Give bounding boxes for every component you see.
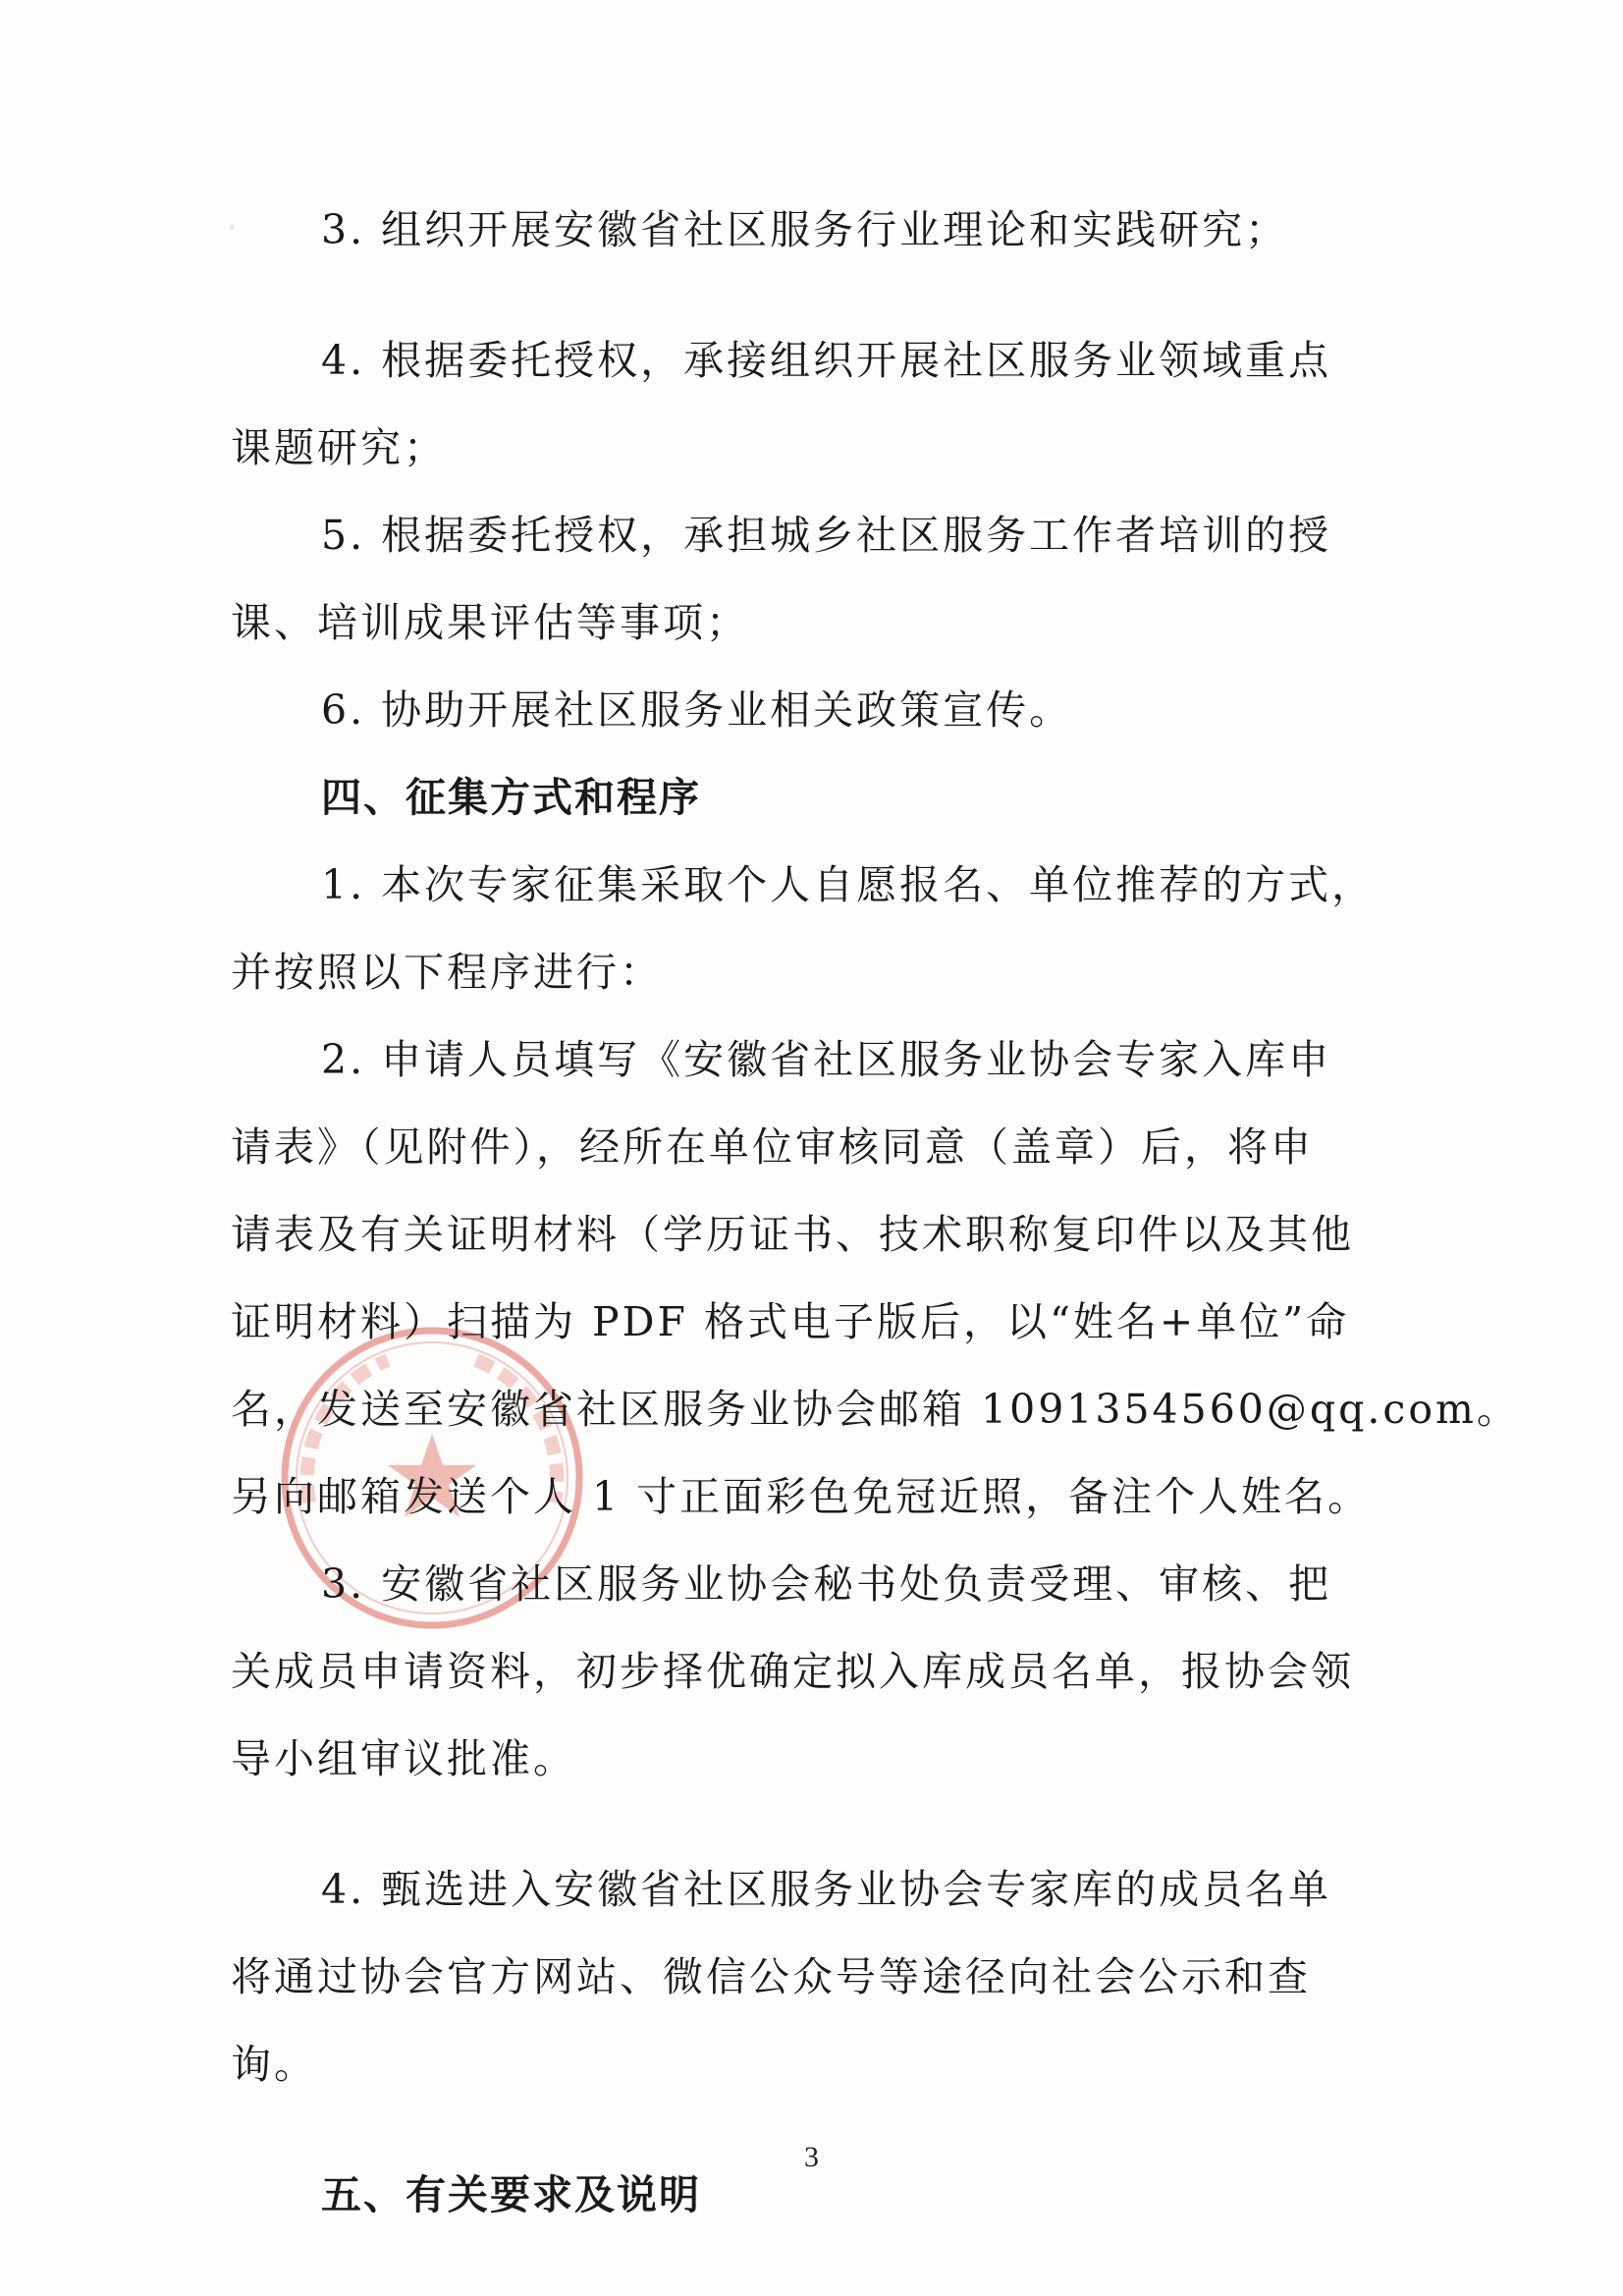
section4-item-4-line-3: 询。: [231, 2041, 317, 2088]
section4-item-3-line-1: 3. 安徽省社区服务业协会秘书处负责受理、审核、把: [321, 1560, 1332, 1608]
section4-item-2-line-5: 名，发送至安徽省社区服务业协会邮箱 1091354560@qq.com。: [231, 1386, 1520, 1433]
document-body: [231, 187, 1520, 2239]
paragraph-item-4-line-2: 课题研究；: [231, 424, 447, 471]
section4-item-4-line-2: 将通过协会官方网站、微信公众号等途径向社会公示和查: [231, 1953, 1311, 2000]
section-heading-5: 五、有关要求及说明: [321, 2171, 701, 2218]
section4-item-2-line-2: 请表》（见附件），经所在单位审核同意（盖章）后，将申: [231, 1123, 1314, 1171]
section4-item-4-line-1: 4. 甄选进入安徽省社区服务业协会专家库的成员名单: [321, 1866, 1332, 1913]
paragraph-item-5-line-2: 课、培训成果评估等事项；: [231, 599, 749, 646]
section4-item-1-line-1: 1. 本次专家征集采取个人自愿报名、单位推荐的方式，: [321, 861, 1376, 908]
paragraph-item-4-line-1: 4. 根据委托授权，承接组织开展社区服务业领域重点: [321, 337, 1332, 384]
section4-item-1-line-2: 并按照以下程序进行：: [231, 949, 663, 996]
section4-item-3-line-2: 关成员申请资料，初步择优确定拟入库成员名单，报协会领: [231, 1648, 1354, 1695]
page-number: 3: [804, 2141, 819, 2173]
bleed-through-text: ‧: [226, 206, 244, 249]
section4-item-2-line-3: 请表及有关证明材料（学历证书、技术职称复印件以及其他: [231, 1211, 1354, 1258]
paragraph-item-6-line-1: 6. 协助开展社区服务业相关政策宣传。: [321, 686, 1073, 734]
paragraph-item-5-line-1: 5. 根据委托授权，承担城乡社区服务工作者培训的授: [321, 512, 1332, 559]
section-heading-4: 四、征集方式和程序: [321, 774, 701, 821]
paragraph-item-3-line-1: 3. 组织开展安徽省社区服务行业理论和实践研究；: [321, 206, 1289, 253]
section4-item-2-line-4: 证明材料）扫描为 PDF 格式电子版后，以“姓名+单位”命: [231, 1298, 1350, 1345]
section4-item-2-line-6: 另向邮箱发送个人 1 寸正面彩色免冠近照，备注个人姓名。: [231, 1473, 1372, 1520]
section4-item-3-line-3: 导小组审议批准。: [231, 1735, 576, 1782]
section4-item-2-line-1: 2. 申请人员填写《安徽省社区服务业协会专家入库申: [321, 1036, 1332, 1083]
